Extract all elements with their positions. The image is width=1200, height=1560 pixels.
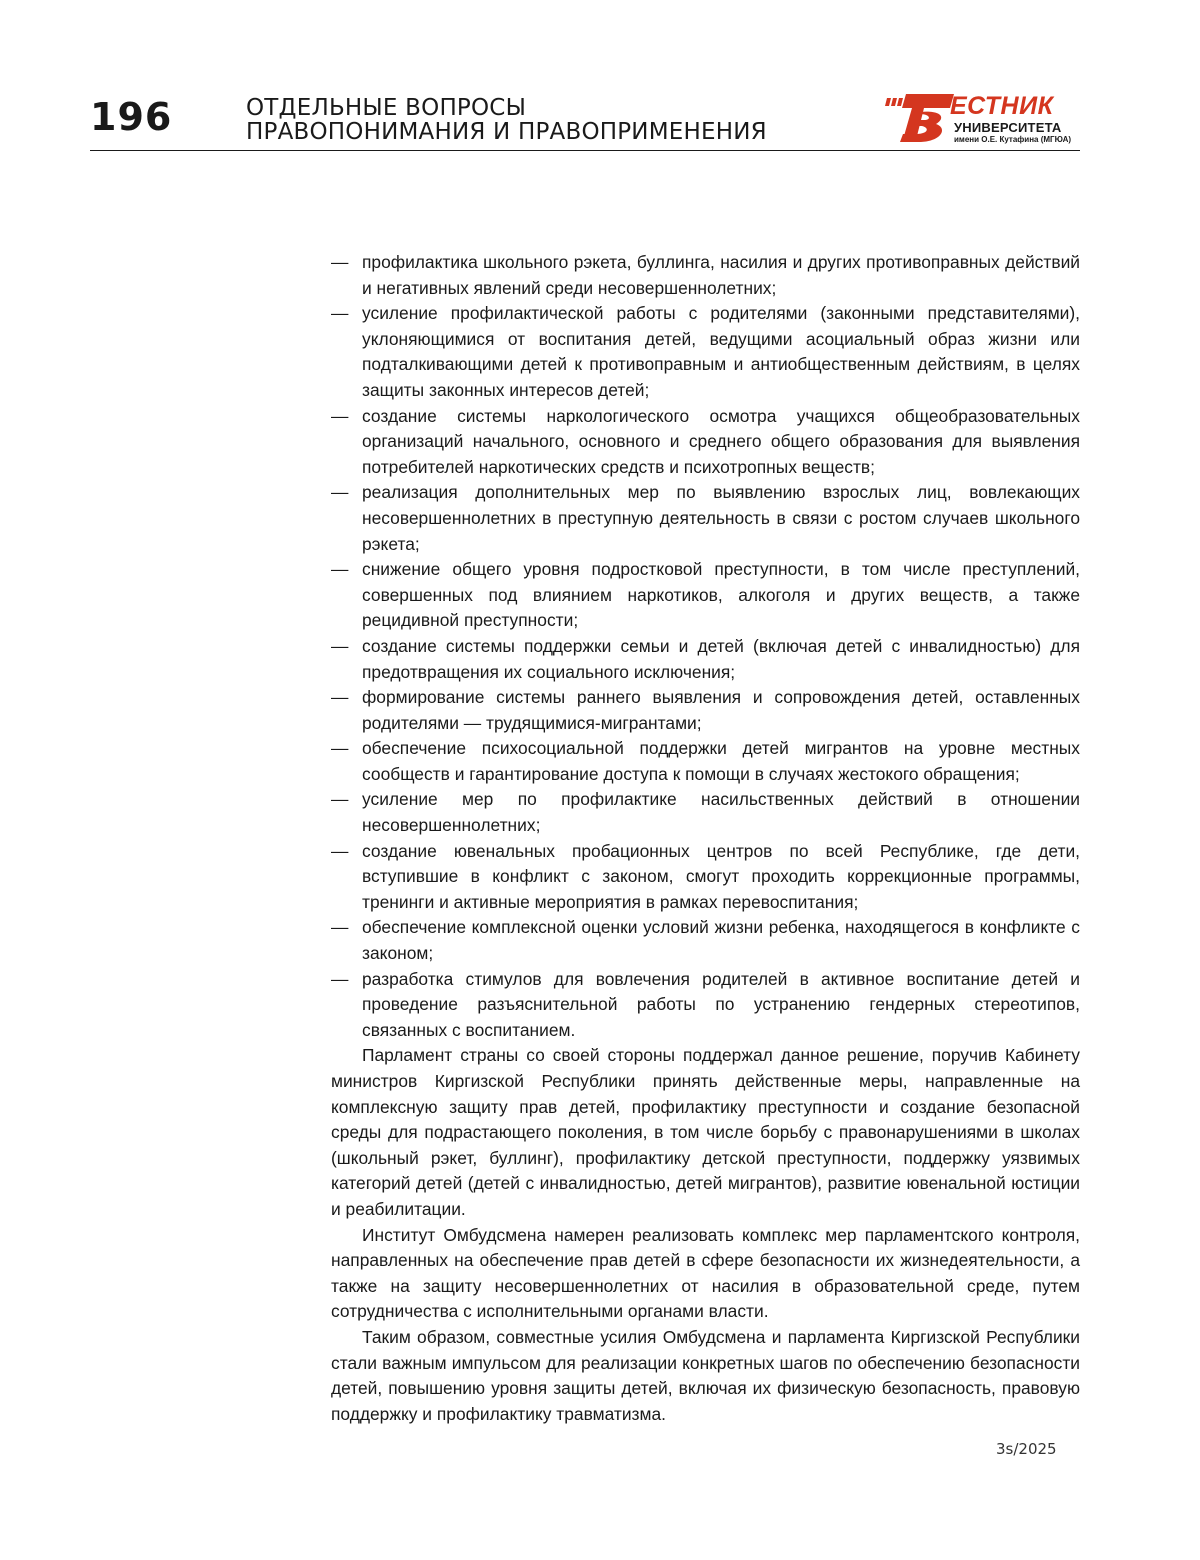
list-item-text: снижение общего уровня подростковой преступности, в том числе преступлений, совершенных под влиянием наркотиков, алкоголя и других веществ, а также рецидивной преступности; <box>362 559 1080 630</box>
list-item-text: создание ювенальных пробационных центров по всей Республике, где дети, вступившие в конфликт с законом, смогут проходить коррекционные программы, тренинги и активные мероприятия в рамках перевоспитания; <box>362 841 1080 912</box>
bullet-marker: — <box>331 404 348 430</box>
section-title <box>246 96 767 144</box>
list-item <box>331 250 1080 301</box>
list-item-text: профилактика школьного рэкета, буллинга, насилия и других противоправных действий и негативных явлений среди несовершеннолетних; <box>362 252 1080 298</box>
bullet-marker: — <box>331 557 348 583</box>
page-number: 196 <box>90 98 172 136</box>
paragraph: Парламент страны со своей стороны поддержал данное решение, поручив Кабинету министров Киргизской Республики принять действенные меры, направленные на комплексную защиту прав детей, профилактику преступности и создание безопасной среды для подрастающего поколения, в том числе борьбу с правонарушениями в школах (школьный рэкет, буллинг), профилактику детской преступности, поддержку уязвимых категорий детей (детей с инвалидностью, детей мигрантов), развитие ювенальной юстиции и реабилитации. <box>331 1043 1080 1222</box>
list-item <box>331 301 1080 403</box>
list-item <box>331 915 1080 966</box>
list-item <box>331 787 1080 838</box>
bullet-marker: — <box>331 915 348 941</box>
bullet-marker: — <box>331 736 348 762</box>
list-item-text: обеспечение психосоциальной поддержки детей мигрантов на уровне местных сообществ и гарантирование доступа к помощи в случаях жестокого обращения; <box>362 738 1080 784</box>
list-item-text: формирование системы раннего выявления и сопровождения детей, оставленных родителями — трудящимися-мигрантами; <box>362 687 1080 733</box>
header-rule <box>90 150 1080 151</box>
bullet-marker: — <box>331 301 348 327</box>
logo-subtitle: УНИВЕРСИТЕТА <box>954 121 1061 134</box>
paragraph: Таким образом, совместные усилия Омбудсмена и парламента Киргизской Республики стали важным импульсом для реализации конкретных шагов по обеспечению безопасности детей, повышению уровня защиты детей, включая их физическую безопасность, правовую поддержку и профилактику травматизма. <box>331 1325 1080 1427</box>
list-item-text: разработка стимулов для вовлечения родителей в активное воспитание детей и проведение разъяснительной работы по устранению гендерных стереотипов, связанных с воспитанием. <box>362 969 1080 1040</box>
list-item <box>331 736 1080 787</box>
logo-brand: ЕСТНИК <box>950 94 1053 119</box>
article-body <box>331 250 1080 1427</box>
paragraph: Институт Омбудсмена намерен реализовать комплекс мер парламентского контроля, направленных на обеспечение прав детей в сфере безопасности их жизнедеятельности, а также на защиту несовершеннолетних от насилия в образовательной среде, путем сотрудничества с исполнительными органами власти. <box>331 1223 1080 1325</box>
list-item-text: реализация дополнительных мер по выявлению взрослых лиц, вовлекающих несовершеннолетних в преступную деятельность в связи с ростом случаев школьного рэкета; <box>362 482 1080 553</box>
list-item <box>331 404 1080 481</box>
bullet-marker: — <box>331 480 348 506</box>
vestnik-logo-icon <box>884 92 956 150</box>
list-item-text: обеспечение комплексной оценки условий жизни ребенка, находящегося в конфликте с законом; <box>362 917 1080 963</box>
list-item <box>331 634 1080 685</box>
section-title-line-2: ПРАВОПОНИМАНИЯ И ПРАВОПРИМЕНЕНИЯ <box>246 120 767 144</box>
list-item-text: усиление профилактической работы с родителями (законными представителями), уклоняющимися от воспитания детей, ведущими асоциальный образ жизни или подталкивающими детей к противоправным и антиобщественным действиям, в целях защиты законных интересов детей; <box>362 303 1080 400</box>
section-title-line-1: ОТДЕЛЬНЫЕ ВОПРОСЫ <box>246 96 767 120</box>
logo-affiliation: имени О.Е. Кутафина (МГЮА) <box>954 136 1071 144</box>
bullet-marker: — <box>331 787 348 813</box>
list-item <box>331 685 1080 736</box>
list-item-text: создание системы поддержки семьи и детей (включая детей с инвалидностью) для предотвращения их социального исключения; <box>362 636 1080 682</box>
list-item <box>331 839 1080 916</box>
list-item-text: усиление мер по профилактике насильственных действий в отношении несовершеннолетних; <box>362 789 1080 835</box>
bullet-marker: — <box>331 685 348 711</box>
bullet-marker: — <box>331 839 348 865</box>
list-item-text: создание системы наркологического осмотра учащихся общеобразовательных организаций начального, основного и среднего общего образования для выявления потребителей наркотических средств и психотропных веществ; <box>362 406 1080 477</box>
list-item <box>331 967 1080 1044</box>
list-item <box>331 480 1080 557</box>
bullet-marker: — <box>331 967 348 993</box>
bullet-marker: — <box>331 250 348 276</box>
issue-number: 3s/2025 <box>996 1440 1057 1458</box>
journal-logo <box>884 92 1084 150</box>
bullet-marker: — <box>331 634 348 660</box>
list-item <box>331 557 1080 634</box>
bullet-list <box>331 250 1080 1043</box>
